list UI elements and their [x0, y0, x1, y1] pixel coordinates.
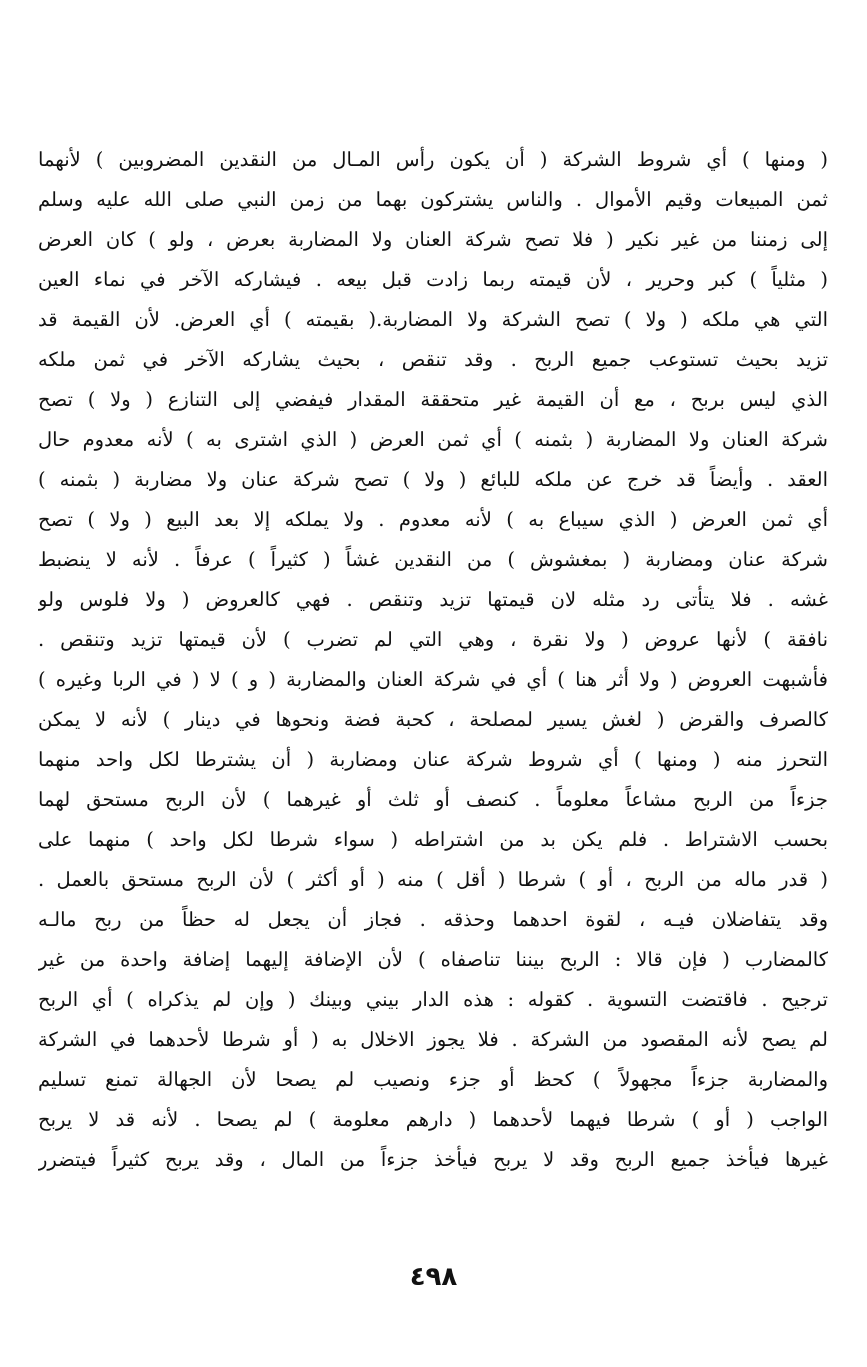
text-line: غشه . فلا يتأتى رد مثله لان قيمتها تزيد وتنقص . فهي كالعروض ( ولا فلوس ولو	[38, 588, 828, 611]
page-body-text	[38, 140, 828, 1180]
text-line: لم يصح لأنه المقصود من الشركة . فلا يجوز الاخلال به ( أو شرطا لأحدهما في الشركة	[38, 1028, 828, 1051]
text-line: ترجيح . فاقتضت التسوية . كقوله : هذه الدار بيني وبينك ( وإن لم يذكراه ) أي الربح	[38, 988, 828, 1011]
text-line: ( ومنها ) أي شروط الشركة ( أن يكون رأس المـال من النقدين المضروبين ) لأنهما	[38, 148, 828, 171]
text-line: جزءاً من الربح مشاعاً معلوماً . كنصف أو ثلث أو غيرهما ) لأن الربح مستحق لهما	[38, 788, 828, 811]
text-line: كالصرف والقرض ( لغش يسير لمصلحة ، كحبة فضة ونحوها في دينار ) لأنه لا يمكن	[38, 708, 828, 731]
text-line: إلى زمننا من غير نكير ( فلا تصح شركة العنان ولا المضاربة بعرض ، ولو ) كان العرض	[38, 228, 828, 251]
text-line: العقد . وأيضاً قد خرج عن ملكه للبائع ( ولا ) تصح شركة عنان ولا مضاربة ( بثمنه )	[38, 468, 828, 491]
text-line: التحرز منه ( ومنها ) أي شروط شركة عنان ومضاربة ( أن يشترطا لكل واحد منهما	[38, 748, 828, 771]
text-line: ثمن المبيعات وقيم الأموال . والناس يشتركون بهما من زمن النبي صلى الله عليه وسلم	[38, 188, 828, 211]
text-line: ( مثلياً ) كبر وحرير ، لأن قيمته ربما زادت قبل بيعه . فيشاركه الآخر في نماء العين	[38, 268, 828, 291]
text-line: أي ثمن العرض ( الذي سيباع به ) لأنه معدوم . ولا يملكه إلا بعد البيع ( ولا ) تصح	[38, 508, 828, 531]
text-line: التي هي ملكه ( ولا ) تصح الشركة ولا المضاربة.( بقيمته ) أي العرض. لأن القيمة قد	[38, 308, 828, 331]
text-line: غيرها فيأخذ جميع الربح وقد لا يربح فيأخذ جزءاً من المال ، وقد يربح كثيراً فيتضرر	[38, 1148, 828, 1171]
text-line: شركة عنان ومضاربة ( بمغشوش ) من النقدين غشاً ( كثيراً ) عرفاً . لأنه لا ينضبط	[38, 548, 828, 571]
text-line: نافقة ) لأنها عروض ( ولا نقرة ، وهي التي لم تضرب ) لأن قيمتها تزيد وتنقص .	[38, 628, 828, 651]
page-number: ٤٩٨	[409, 1262, 458, 1292]
text-line: فأشبهت العروض ( ولا أثر هنا ) أي في شركة العنان والمضاربة ( و ) لا ( في الربا وغيره )	[38, 668, 828, 691]
text-line: شركة العنان ولا المضاربة ( بثمنه ) أي ثمن العرض ( الذي اشترى به ) لأنه معدوم حال	[38, 428, 828, 451]
text-line: كالمضارب ( فإن قالا : الربح بيننا تناصفاه ) لأن الإضافة إليهما إضافة واحدة من غير	[38, 948, 828, 971]
text-line: والمضاربة جزءاً مجهولاً ) كحظ أو جزء ونصيب لم يصحا لأن الجهالة تمنع تسليم	[38, 1068, 828, 1091]
text-line: ( قدر ماله من الربح ، أو ) شرطا ( أقل ) منه ( أو أكثر ) لأن الربح مستحق بالعمل .	[38, 868, 828, 891]
text-line: الذي ليس بربح ، مع أن القيمة غير متحققة المقدار فيفضي إلى التنازع ( ولا ) تصح	[38, 388, 828, 411]
text-line: تزيد بحيث تستوعب جميع الربح . وقد تنقص ، بحيث يشاركه الآخر في ثمن ملكه	[38, 348, 828, 371]
text-line: الواجب ( أو ) شرطا فيهما لأحدهما ( دارهم معلومة ) لم يصحا . لأنه قد لا يربح	[38, 1108, 828, 1131]
text-line: بحسب الاشتراط . فلم يكن بد من اشتراطه ( سواء شرطا لكل واحد ) منهما على	[38, 828, 828, 851]
text-line: وقد يتفاضلان فيـه ، لقوة احدهما وحذقه . فجاز أن يجعل له حظاً من ربح مالـه	[38, 908, 828, 931]
